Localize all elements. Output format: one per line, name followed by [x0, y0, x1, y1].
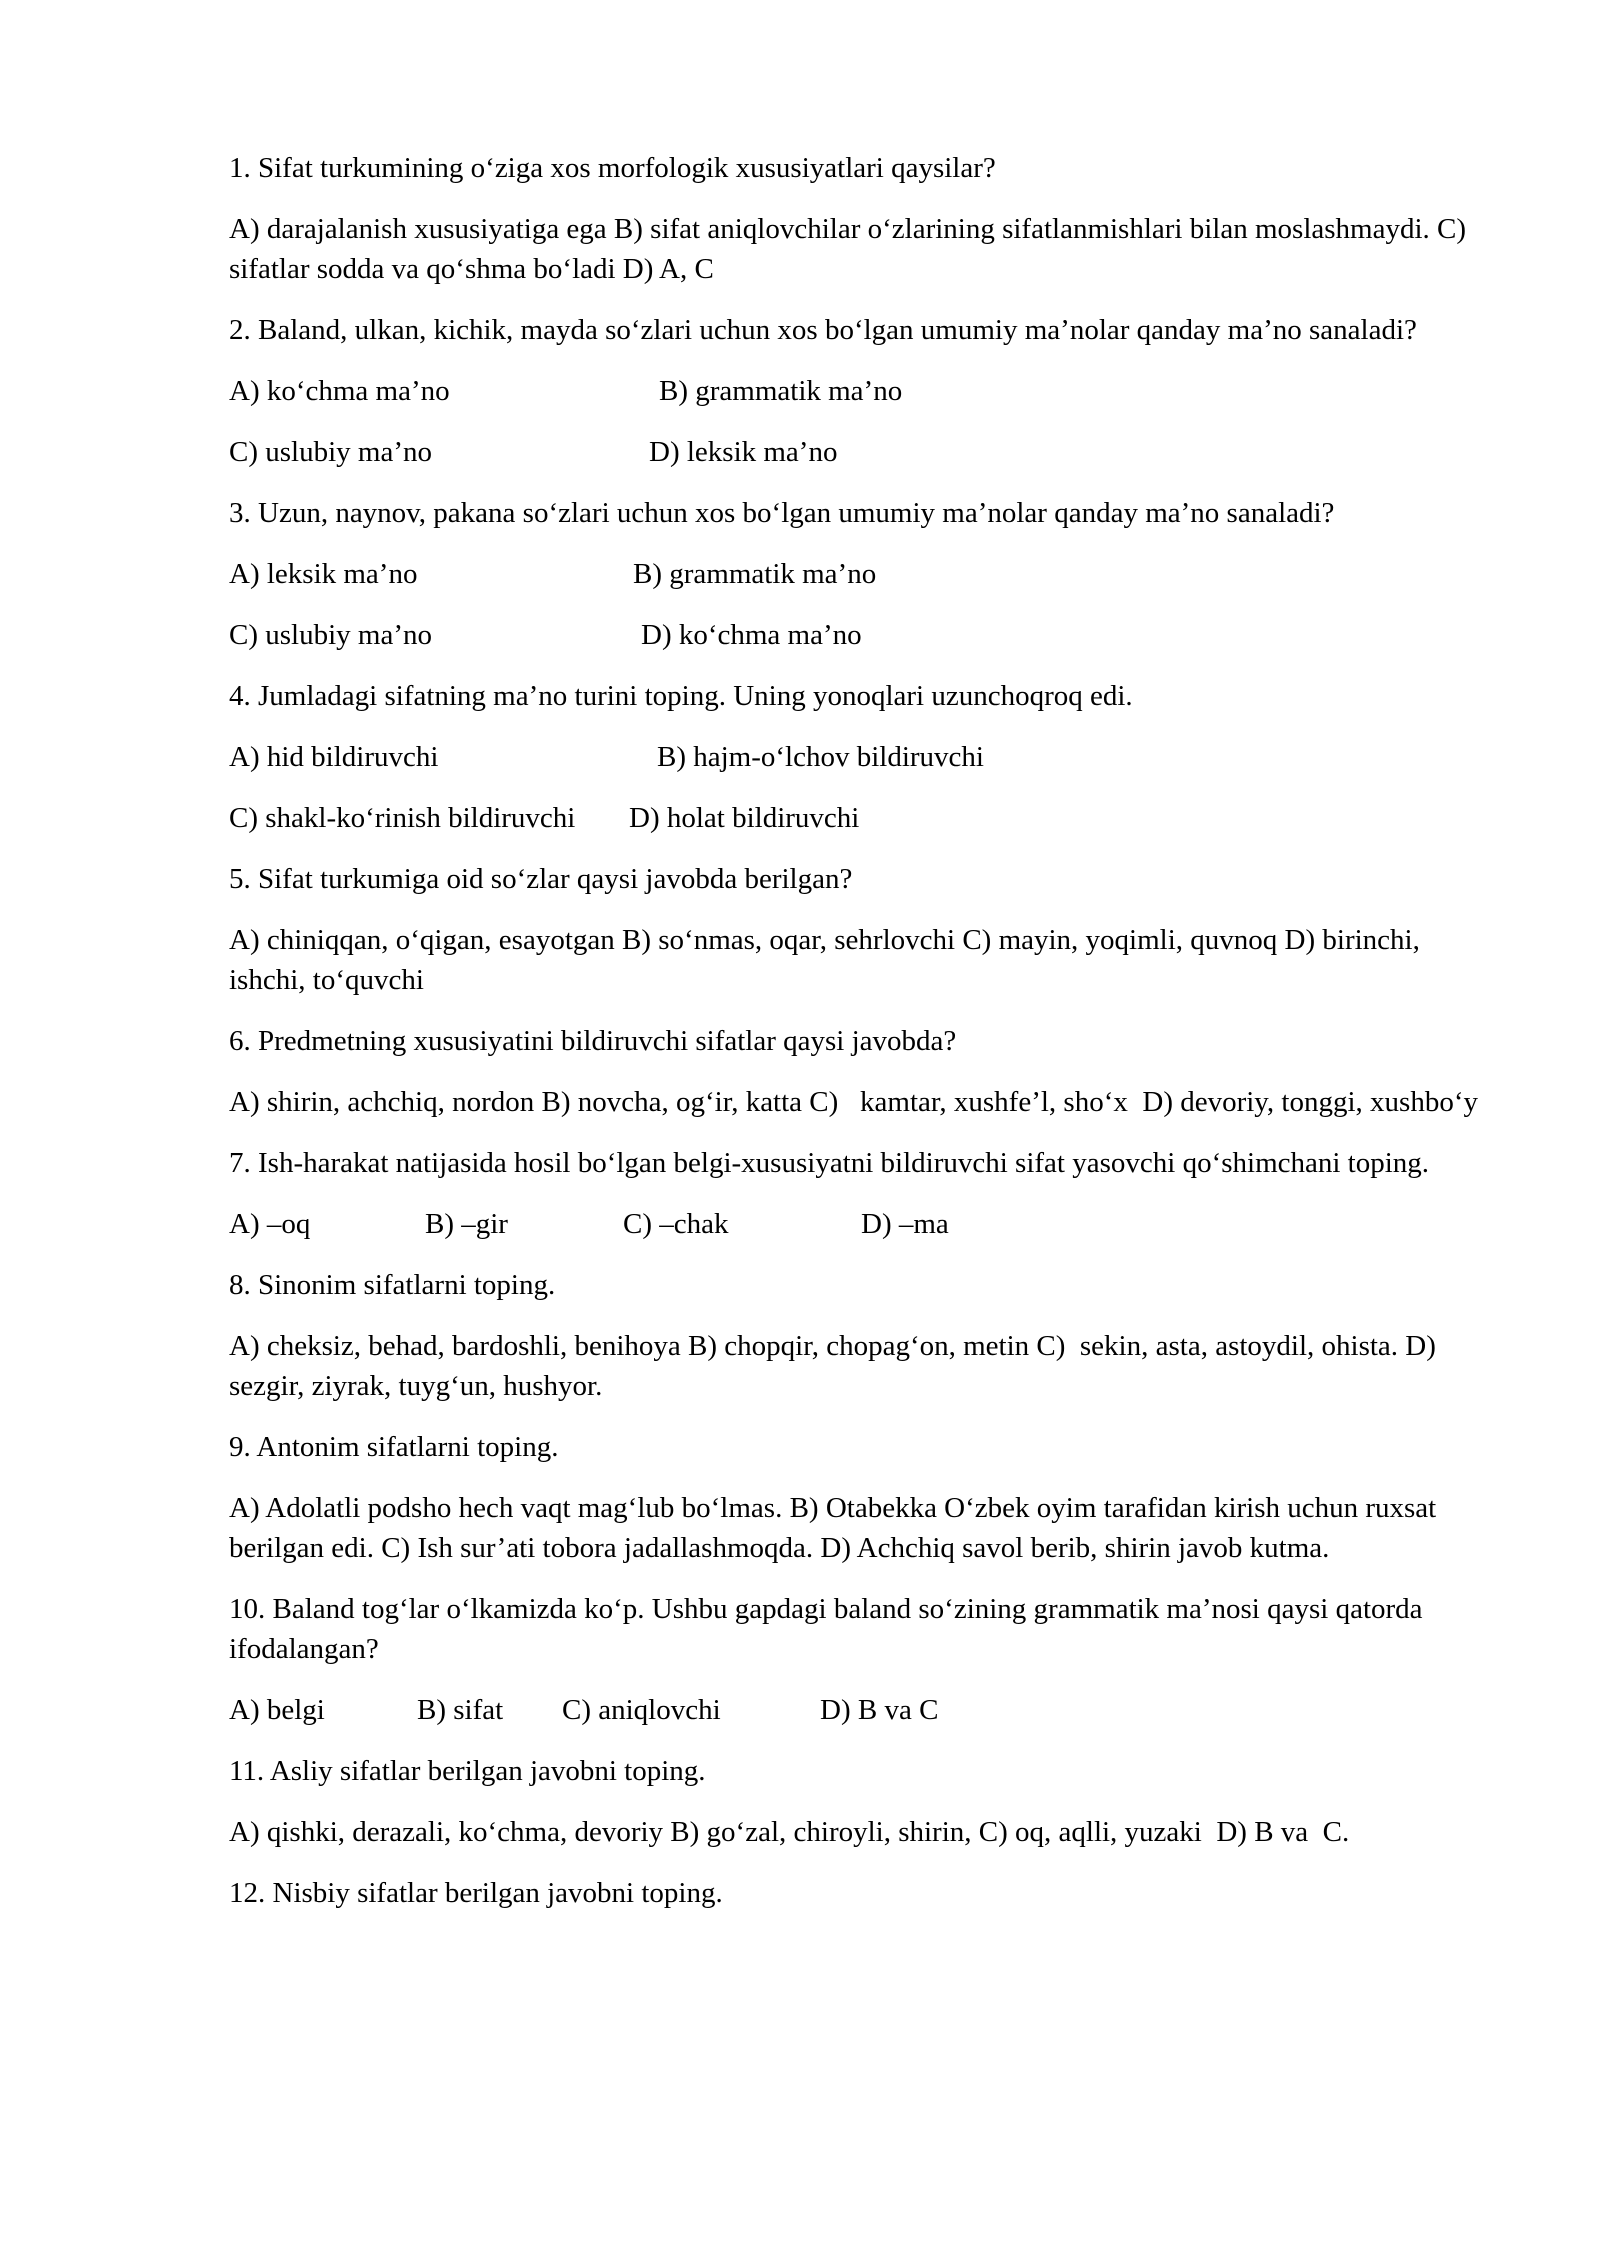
answer-row — [229, 554, 1489, 594]
question-10: 10. Baland tog‘lar o‘lkamizda ko‘p. Ushbu gapdagi baland so‘zining grammatik ma’nosi qaysi qatorda ifodalangan? — [229, 1593, 1430, 1665]
option-b: B) sifat — [417, 1694, 504, 1726]
option-c: C) aniqlovchi — [562, 1694, 721, 1726]
option-a: A) –oq — [229, 1208, 311, 1240]
option-d: D) holat bildiruvchi — [629, 802, 860, 834]
answer-options-1: A) darajalanish xususiyatiga ega B) sifat aniqlovchilar o‘zlarining sifatlanmishlari bilan moslashmaydi. C) sifatlar sodda va qo‘shma bo‘ladi D) A, C — [229, 213, 1474, 285]
question-11: 11. Asliy sifatlar berilgan javobni toping. — [229, 1755, 706, 1787]
question-7: 7. Ish-harakat natijasida hosil bo‘lgan belgi-xususiyatni bildiruvchi sifat yasovchi qo‘shimchani toping. — [229, 1147, 1430, 1179]
question-5: 5. Sifat turkumiga oid so‘zlar qaysi javobda berilgan? — [229, 863, 853, 895]
answer-row — [229, 1690, 1489, 1730]
answer-options-11: A) qishki, derazali, ko‘chma, devoriy B) go‘zal, chiroyli, shirin, C) oq, aqlli, yuzaki D) B va C. — [229, 1816, 1350, 1848]
question-1: 1. Sifat turkumining o‘ziga xos morfologik xususiyatlari qaysilar? — [229, 152, 996, 184]
option-c: C) uslubiy ma’no — [229, 619, 432, 651]
question-3: 3. Uzun, naynov, pakana so‘zlari uchun xos bo‘lgan umumiy ma’nolar qanday ma’no sanaladi? — [229, 497, 1335, 529]
option-a: A) hid bildiruvchi — [229, 741, 439, 773]
option-d: D) –ma — [861, 1208, 949, 1240]
answer-options-6: A) shirin, achchiq, nordon B) novcha, og‘ir, katta C) kamtar, xushfe’l, sho‘x D) devoriy, tonggi, xushbo‘y — [229, 1086, 1478, 1118]
test-questions — [229, 148, 1489, 1934]
option-d: D) ko‘chma ma’no — [641, 619, 862, 651]
question-4: 4. Jumladagi sifatning ma’no turini toping. Uning yonoqlari uzunchoqroq edi. — [229, 680, 1133, 712]
option-c: C) –chak — [623, 1208, 729, 1240]
option-b: B) grammatik ma’no — [659, 375, 903, 407]
answer-row — [229, 615, 1489, 655]
question-9: 9. Antonim sifatlarni toping. — [229, 1431, 559, 1463]
option-c: C) shakl-ko‘rinish bildiruvchi — [229, 802, 576, 834]
option-d: D) B va C — [820, 1694, 939, 1726]
option-a: A) leksik ma’no — [229, 558, 418, 590]
answer-options-9: A) Adolatli podsho hech vaqt mag‘lub bo‘lmas. B) Otabekka O‘zbek oyim tarafidan kirish uchun ruxsat berilgan edi. C) Ish sur’ati tobora jadallashmoqda. D) Achchiq savol berib, shirin javob kutma. — [229, 1492, 1444, 1564]
option-d: D) leksik ma’no — [649, 436, 838, 468]
answer-options-5: A) chiniqqan, o‘qigan, esayotgan B) so‘nmas, oqar, sehrlovchi C) mayin, yoqimli, quvnoq D) birinchi, ishchi, to‘quvchi — [229, 924, 1428, 996]
answer-row — [229, 1204, 1489, 1244]
question-8: 8. Sinonim sifatlarni toping. — [229, 1269, 556, 1301]
option-b: B) –gir — [425, 1208, 508, 1240]
answer-row — [229, 432, 1489, 472]
option-a: A) belgi — [229, 1694, 325, 1726]
question-2: 2. Baland, ulkan, kichik, mayda so‘zlari uchun xos bo‘lgan umumiy ma’nolar qanday ma’no sanaladi? — [229, 314, 1417, 346]
option-a: A) ko‘chma ma’no — [229, 375, 450, 407]
option-b: B) grammatik ma’no — [633, 558, 877, 590]
answer-row — [229, 798, 1489, 838]
question-6: 6. Predmetning xususiyatini bildiruvchi sifatlar qaysi javobda? — [229, 1025, 957, 1057]
option-c: C) uslubiy ma’no — [229, 436, 432, 468]
answer-row — [229, 371, 1489, 411]
option-b: B) hajm-o‘lchov bildiruvchi — [657, 741, 984, 773]
answer-options-8: A) cheksiz, behad, bardoshli, benihoya B) chopqir, chopag‘on, metin C) sekin, asta, astoydil, ohista. D) sezgir, ziyrak, tuyg‘un, hushyor. — [229, 1330, 1444, 1402]
answer-row — [229, 737, 1489, 777]
question-12: 12. Nisbiy sifatlar berilgan javobni toping. — [229, 1877, 723, 1909]
